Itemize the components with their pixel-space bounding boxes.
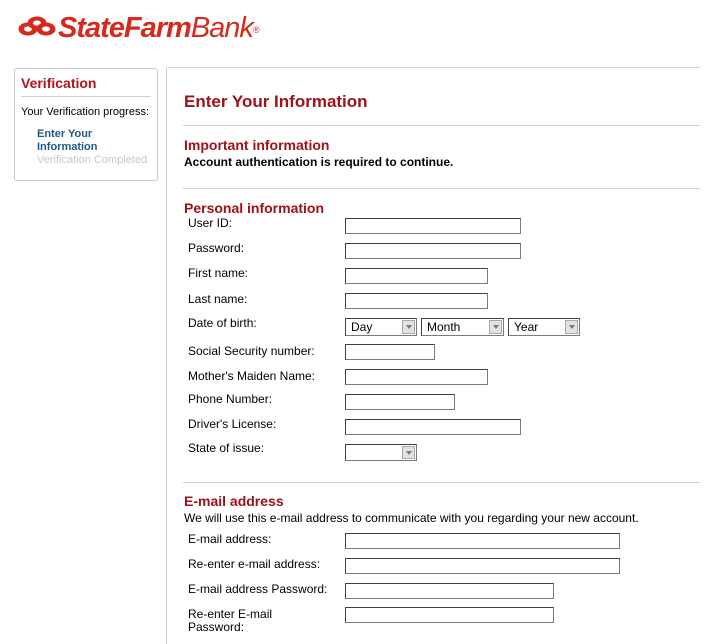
dob-year-value: Year [514, 320, 539, 334]
email-confirm-input[interactable] [345, 558, 620, 574]
first-name-label: First name: [188, 266, 249, 280]
email-password-label: E-mail address Password: [188, 582, 328, 596]
email-password-confirm-input[interactable] [345, 607, 554, 623]
registered-mark: ® [252, 25, 260, 35]
drivers-license-label: Driver's License: [188, 417, 277, 431]
state-of-issue-label: State of issue: [188, 441, 265, 455]
state-of-issue-select[interactable] [345, 444, 417, 461]
last-name-input[interactable] [345, 293, 488, 309]
dob-month-select[interactable] [421, 318, 504, 336]
dob-day-value: Day [351, 320, 373, 334]
chevron-down-icon[interactable] [402, 320, 415, 334]
state-farm-bank-logo[interactable] [18, 12, 260, 44]
logo-text-bank: Bank [190, 11, 253, 44]
important-info-text: Account authentication is required to continue. [184, 155, 454, 169]
divider [183, 125, 700, 126]
dob-day-select[interactable] [345, 318, 417, 336]
phone-label: Phone Number: [188, 392, 273, 406]
password-label: Password: [188, 241, 245, 255]
maiden-name-label: Mother's Maiden Name: [188, 369, 316, 383]
three-ovals-logo-icon [18, 15, 56, 41]
main-panel-left-border [166, 67, 167, 644]
divider [183, 482, 700, 483]
step-enter-information: Enter Your Information [37, 128, 98, 153]
password-input[interactable] [345, 243, 521, 259]
email-password-confirm-label [188, 608, 272, 634]
email-label: E-mail address: [188, 532, 272, 546]
logo-text-statefarm: StateFarm [58, 11, 191, 44]
drivers-license-input[interactable] [345, 419, 521, 435]
email-input[interactable] [345, 533, 620, 549]
email-password-confirm-label-line1: Re-enter E-mail [188, 607, 273, 621]
user-id-label: User ID: [188, 216, 233, 230]
main-panel-top-border [168, 67, 700, 68]
date-of-birth-label: Date of birth: [188, 316, 257, 330]
phone-input[interactable] [345, 394, 455, 410]
user-id-input[interactable] [345, 218, 521, 234]
personal-info-heading: Personal information [184, 200, 325, 216]
important-info-heading: Important information [184, 137, 330, 153]
email-heading: E-mail address [184, 493, 284, 509]
email-password-confirm-label-line2: Password: [188, 620, 245, 634]
dob-month-value: Month [427, 320, 461, 334]
ssn-label: Social Security number: [188, 344, 315, 358]
sidebar-progress-label: Your Verification progress: [21, 106, 149, 118]
email-confirm-label: Re-enter e-mail address: [188, 557, 321, 571]
step-verification-completed: Verification Completed [37, 154, 148, 166]
chevron-down-icon[interactable] [489, 320, 502, 334]
verification-steps [15, 118, 157, 167]
page-title: Enter Your Information [184, 92, 368, 111]
divider [183, 188, 700, 189]
verification-sidebar [14, 68, 158, 181]
ssn-input[interactable] [345, 344, 435, 360]
dob-year-select[interactable] [508, 318, 580, 336]
chevron-down-icon[interactable] [402, 446, 415, 459]
email-password-input[interactable] [345, 583, 554, 599]
sidebar-title: Verification [21, 75, 97, 91]
maiden-name-input[interactable] [345, 369, 488, 385]
chevron-down-icon[interactable] [565, 320, 578, 334]
email-description: We will use this e-mail address to communicate with you regarding your new account. [184, 511, 639, 525]
logo-text [58, 12, 253, 45]
last-name-label: Last name: [188, 292, 248, 306]
first-name-input[interactable] [345, 268, 488, 284]
